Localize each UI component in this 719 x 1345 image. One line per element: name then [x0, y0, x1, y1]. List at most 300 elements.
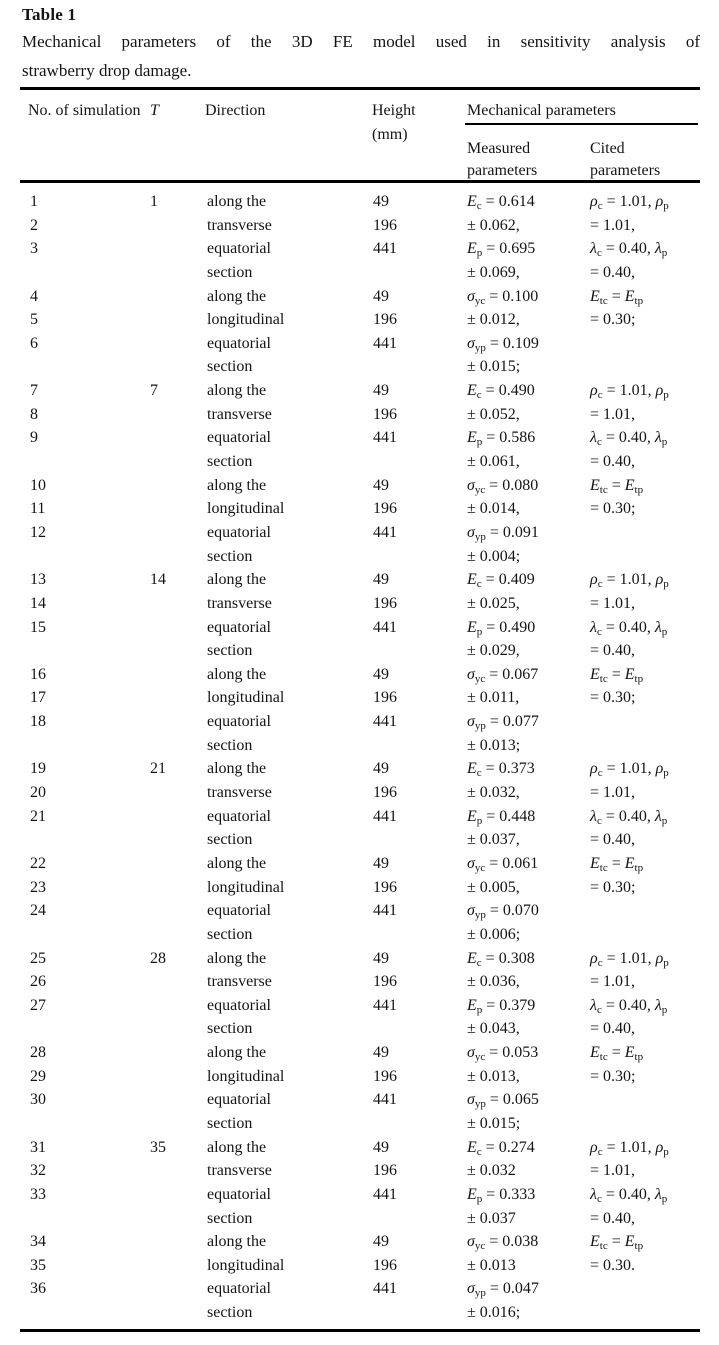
caption-line-2: strawberry drop damage.: [22, 61, 192, 80]
cell-direction: along the: [207, 1044, 267, 1062]
table-row: [20, 1254, 700, 1278]
cell-direction: section: [207, 1304, 253, 1322]
cell-measured: $E_c = 0.490$: [467, 382, 535, 402]
cell-height: 196: [373, 311, 397, 329]
cell-cited: = 1.01,: [590, 216, 636, 234]
cell-direction: equatorial: [207, 618, 271, 636]
cell-height: [372, 355, 467, 379]
cell-measured: ± 0.032,: [467, 784, 520, 802]
cell-height: 441: [373, 1091, 397, 1109]
cell-t: [150, 734, 205, 758]
cell-cited: = 0.30;: [590, 500, 636, 518]
cell-measured: ± 0.005,: [467, 878, 520, 896]
cell-direction: section: [207, 453, 253, 471]
cell-measured: ± 0.069,: [467, 263, 520, 281]
cell-height: 196: [373, 594, 397, 612]
cell-simulation-no: [20, 639, 150, 663]
col-header-no-of-simulation: No. of simulation: [28, 102, 141, 119]
cell-height: 49: [373, 665, 389, 683]
cell-cited: $E_{tc} = E_{tp}$: [590, 665, 644, 685]
cell-t: [150, 1207, 205, 1231]
table-row: [20, 450, 700, 474]
cell-measured: $\sigma_{yc} = 0.080$: [467, 476, 539, 496]
cell-measured: $E_c = 0.409$: [467, 571, 535, 591]
cell-measured: ± 0.036,: [467, 973, 520, 991]
cell-height: 49: [373, 571, 389, 589]
cell-cited: = 0.30.: [590, 1256, 636, 1274]
cell-measured: ± 0.052,: [467, 405, 520, 423]
cell-measured: ± 0.013,: [467, 1067, 520, 1085]
cell-simulation-no: 9: [30, 429, 38, 447]
cell-cited: = 0.40,: [590, 642, 636, 660]
cell-cited: = 0.30;: [590, 1067, 636, 1085]
cell-t: 7: [150, 382, 158, 400]
table-row: [20, 426, 700, 450]
cell-height: 441: [373, 429, 397, 447]
cell-simulation-no: 31: [30, 1138, 46, 1156]
cell-cited: = 1.01,: [590, 784, 636, 802]
cell-simulation-no: [20, 923, 150, 947]
table-row: [20, 686, 700, 710]
cell-simulation-no: 15: [30, 618, 46, 636]
cell-height: 49: [373, 949, 389, 967]
cell-t: [150, 237, 205, 261]
cell-simulation-no: 20: [30, 784, 46, 802]
col-header-direction: Direction: [205, 102, 266, 119]
cell-measured: $\sigma_{yp} = 0.109$: [467, 334, 539, 354]
cell-measured: $\sigma_{yc} = 0.061$: [467, 854, 539, 874]
table-row: [20, 1159, 700, 1183]
mechanical-parameters-spanner-rule: [465, 123, 698, 125]
cell-direction: longitudinal: [207, 311, 285, 329]
col-header-measured-parameters: Measured parameters: [467, 140, 538, 179]
table-row: [20, 994, 700, 1018]
cell-cited: $\rho_c = 1.01$, $\rho_p$: [590, 382, 669, 402]
cell-direction: along the: [207, 382, 267, 400]
cell-t: [150, 1277, 205, 1301]
cell-t: 28: [150, 949, 166, 967]
cell-height: 196: [373, 500, 397, 518]
cell-height: 49: [373, 476, 389, 494]
cell-t: [150, 426, 205, 450]
cell-simulation-no: 6: [30, 334, 38, 352]
parameters-table: [20, 87, 700, 1332]
cell-t: [150, 639, 205, 663]
cell-cited: [590, 923, 700, 947]
cell-measured: ± 0.061,: [467, 453, 520, 471]
table-row: [20, 190, 700, 214]
cell-height: 441: [373, 1280, 397, 1298]
cell-direction: transverse: [207, 973, 272, 991]
cell-simulation-no: 8: [30, 405, 38, 423]
cell-simulation-no: 16: [30, 665, 46, 683]
cell-direction: equatorial: [207, 1185, 271, 1203]
cell-simulation-no: 14: [30, 594, 46, 612]
cell-t: [150, 1159, 205, 1183]
cell-t: [150, 616, 205, 640]
cell-simulation-no: [20, 1112, 150, 1136]
cell-measured: ± 0.037,: [467, 831, 520, 849]
table-row: [20, 308, 700, 332]
cell-height: 196: [373, 405, 397, 423]
cell-t: [150, 403, 205, 427]
cell-height: [372, 923, 467, 947]
table-row: [20, 663, 700, 687]
table-row: [20, 828, 700, 852]
table-row: [20, 947, 700, 971]
cell-direction: equatorial: [207, 807, 271, 825]
cell-height: [372, 828, 467, 852]
cell-simulation-no: 2: [30, 216, 38, 234]
table-row: [20, 970, 700, 994]
cell-cited: = 0.40,: [590, 831, 636, 849]
cell-measured: ± 0.037: [467, 1209, 516, 1227]
cell-cited: $\lambda_c = 0.40$, $\lambda_p$: [590, 807, 668, 827]
cell-height: 441: [373, 902, 397, 920]
cell-measured: ± 0.032: [467, 1162, 516, 1180]
table-row: [20, 734, 700, 758]
cell-t: [150, 1230, 205, 1254]
cell-simulation-no: [20, 1207, 150, 1231]
cell-t: [150, 592, 205, 616]
table-row: [20, 355, 700, 379]
cell-height: 49: [373, 1233, 389, 1251]
cell-cited: = 0.30;: [590, 878, 636, 896]
cell-simulation-no: 30: [30, 1091, 46, 1109]
table-row: [20, 592, 700, 616]
cell-t: [150, 1183, 205, 1207]
table-row: [20, 261, 700, 285]
table-row: [20, 1207, 700, 1231]
cell-cited: $\lambda_c = 0.40$, $\lambda_p$: [590, 618, 668, 638]
table-row: [20, 285, 700, 309]
cell-cited: [590, 521, 700, 545]
cell-cited: $E_{tc} = E_{tp}$: [590, 854, 644, 874]
cell-simulation-no: [20, 1017, 150, 1041]
cell-simulation-no: [20, 1301, 150, 1325]
cell-t: [150, 781, 205, 805]
caption-line-1: Mechanical parameters of the 3D FE model used in sensitivity analysis of: [22, 32, 700, 51]
cell-cited: $\rho_c = 1.01$, $\rho_p$: [590, 949, 669, 969]
cell-simulation-no: 12: [30, 523, 46, 541]
cell-direction: equatorial: [207, 996, 271, 1014]
cell-direction: section: [207, 358, 253, 376]
cell-measured: $\sigma_{yc} = 0.067$: [467, 665, 539, 685]
cell-direction: along the: [207, 1233, 267, 1251]
cell-direction: along the: [207, 949, 267, 967]
cell-measured: ± 0.015;: [467, 1114, 521, 1132]
table-row: [20, 805, 700, 829]
cell-t: [150, 1254, 205, 1278]
table-bottom-rule: [20, 1329, 700, 1332]
cell-t: [150, 994, 205, 1018]
cell-direction: along the: [207, 571, 267, 589]
table-row: [20, 1065, 700, 1089]
cell-simulation-no: 23: [30, 878, 46, 896]
cell-direction: along the: [207, 760, 267, 778]
cell-cited: [590, 734, 700, 758]
cell-direction: section: [207, 642, 253, 660]
cell-cited: $\rho_c = 1.01$, $\rho_p$: [590, 193, 669, 212]
cell-measured: $\sigma_{yc} = 0.053$: [467, 1044, 539, 1064]
cell-t: [150, 828, 205, 852]
cell-measured: $E_c = 0.274$: [467, 1138, 535, 1158]
cell-measured: $\sigma_{yp} = 0.065$: [467, 1091, 539, 1111]
cell-t: [150, 876, 205, 900]
cell-height: [372, 639, 467, 663]
cell-simulation-no: 32: [30, 1162, 46, 1180]
cell-t: [150, 686, 205, 710]
cell-height: 49: [373, 1044, 389, 1062]
cell-height: 441: [373, 996, 397, 1014]
cell-cited: $\rho_c = 1.01$, $\rho_p$: [590, 760, 669, 780]
cell-simulation-no: 28: [30, 1044, 46, 1062]
cell-cited: [590, 1088, 700, 1112]
cell-t: [150, 899, 205, 923]
cell-cited: $E_{tc} = E_{tp}$: [590, 1044, 644, 1064]
table-row: [20, 876, 700, 900]
cell-direction: section: [207, 263, 253, 281]
cell-measured: ± 0.025,: [467, 594, 520, 612]
cell-t: 14: [150, 571, 166, 589]
cell-direction: equatorial: [207, 523, 271, 541]
cell-cited: [590, 1112, 700, 1136]
cell-measured: $E_p = 0.448$: [467, 807, 536, 827]
cell-measured: $\sigma_{yp} = 0.047$: [467, 1280, 539, 1300]
cell-direction: section: [207, 547, 253, 565]
cell-t: [150, 285, 205, 309]
cell-cited: $\lambda_c = 0.40$, $\lambda_p$: [590, 1185, 668, 1205]
table-row: [20, 852, 700, 876]
cell-direction: equatorial: [207, 1280, 271, 1298]
table-row: [20, 237, 700, 261]
cell-measured: $\sigma_{yp} = 0.077$: [467, 713, 539, 733]
cell-direction: transverse: [207, 216, 272, 234]
cell-cited: $E_{tc} = E_{tp}$: [590, 1233, 644, 1253]
cell-direction: longitudinal: [207, 689, 285, 707]
table-row: [20, 1301, 700, 1325]
cell-measured: ± 0.012,: [467, 311, 520, 329]
table-row: [20, 379, 700, 403]
table-row: [20, 1230, 700, 1254]
cell-height: 196: [373, 878, 397, 896]
cell-direction: transverse: [207, 1162, 272, 1180]
cell-measured: ± 0.004;: [467, 547, 521, 565]
cell-cited: $\rho_c = 1.01$, $\rho_p$: [590, 1138, 669, 1158]
cell-direction: section: [207, 1209, 253, 1227]
cell-cited: $\lambda_c = 0.40$, $\lambda_p$: [590, 996, 668, 1016]
cell-cited: = 1.01,: [590, 594, 636, 612]
table-row: [20, 710, 700, 734]
cell-simulation-no: 26: [30, 973, 46, 991]
cell-height: [372, 450, 467, 474]
cell-measured: ± 0.013: [467, 1256, 516, 1274]
cell-simulation-no: 35: [30, 1256, 46, 1274]
cell-measured: $\sigma_{yp} = 0.070$: [467, 902, 539, 922]
cell-simulation-no: 17: [30, 689, 46, 707]
cell-t: [150, 308, 205, 332]
cell-height: [372, 1017, 467, 1041]
cell-measured: ± 0.016;: [467, 1304, 521, 1322]
cell-simulation-no: 10: [30, 476, 46, 494]
cell-direction: equatorial: [207, 902, 271, 920]
table-row: [20, 1041, 700, 1065]
cell-cited: [590, 899, 700, 923]
table-row: [20, 497, 700, 521]
cell-simulation-no: 1: [30, 193, 38, 210]
cell-simulation-no: 21: [30, 807, 46, 825]
cell-simulation-no: 4: [30, 287, 38, 305]
table-row: [20, 616, 700, 640]
table-header: [20, 90, 700, 180]
cell-t: [150, 261, 205, 285]
cell-t: [150, 1041, 205, 1065]
col-header-mechanical-parameters: Mechanical parameters: [467, 102, 616, 119]
cell-t: [150, 923, 205, 947]
cell-direction: equatorial: [207, 334, 271, 352]
cell-height: 196: [373, 1162, 397, 1180]
cell-height: [372, 545, 467, 569]
cell-t: [150, 355, 205, 379]
cell-direction: section: [207, 736, 253, 754]
cell-simulation-no: 22: [30, 854, 46, 872]
cell-measured: ± 0.062,: [467, 216, 520, 234]
cell-measured: $E_p = 0.490$: [467, 618, 536, 638]
cell-t: [150, 1112, 205, 1136]
table-caption: [22, 27, 700, 85]
cell-measured: $E_p = 0.333$: [467, 1185, 536, 1205]
table-row: [20, 1017, 700, 1041]
table-row: [20, 1088, 700, 1112]
cell-cited: $E_{tc} = E_{tp}$: [590, 476, 644, 496]
cell-height: 49: [373, 193, 389, 210]
cell-t: [150, 1017, 205, 1041]
cell-measured: ± 0.015;: [467, 358, 521, 376]
table-row: [20, 521, 700, 545]
cell-height: 441: [373, 807, 397, 825]
cell-measured: $\sigma_{yc} = 0.100$: [467, 287, 539, 307]
cell-simulation-no: 29: [30, 1067, 46, 1085]
cell-t: [150, 1088, 205, 1112]
cell-direction: equatorial: [207, 713, 271, 731]
cell-cited: = 0.30;: [590, 689, 636, 707]
cell-t: [150, 1301, 205, 1325]
table-row: [20, 214, 700, 238]
cell-t: [150, 497, 205, 521]
cell-height: 49: [373, 382, 389, 400]
cell-cited: = 0.40,: [590, 1209, 636, 1227]
cell-direction: transverse: [207, 594, 272, 612]
cell-height: [372, 1112, 467, 1136]
cell-cited: [590, 355, 700, 379]
cell-simulation-no: [20, 355, 150, 379]
cell-direction: along the: [207, 476, 267, 494]
cell-direction: transverse: [207, 405, 272, 423]
cell-cited: $\rho_c = 1.01$, $\rho_p$: [590, 571, 669, 591]
cell-height: 196: [373, 1067, 397, 1085]
table-row: [20, 1136, 700, 1160]
cell-cited: [590, 710, 700, 734]
cell-t: [150, 545, 205, 569]
cell-simulation-no: 24: [30, 902, 46, 920]
cell-height: 441: [373, 334, 397, 352]
cell-simulation-no: 19: [30, 760, 46, 778]
table-row: [20, 403, 700, 427]
cell-simulation-no: [20, 261, 150, 285]
cell-measured: ± 0.013;: [467, 736, 521, 754]
cell-simulation-no: [20, 545, 150, 569]
cell-height: [372, 734, 467, 758]
table-row: [20, 568, 700, 592]
cell-measured: $\sigma_{yp} = 0.091$: [467, 523, 539, 543]
cell-direction: equatorial: [207, 1091, 271, 1109]
cell-simulation-no: 25: [30, 949, 46, 967]
cell-simulation-no: [20, 828, 150, 852]
cell-height: 49: [373, 760, 389, 778]
cell-cited: = 1.01,: [590, 1162, 636, 1180]
cell-measured: $E_c = 0.308$: [467, 949, 535, 969]
cell-height: 196: [373, 216, 397, 234]
cell-direction: along the: [207, 287, 267, 305]
cell-height: 196: [373, 973, 397, 991]
table-row: [20, 757, 700, 781]
cell-height: 196: [373, 784, 397, 802]
cell-direction: longitudinal: [207, 1067, 285, 1085]
table-row: [20, 639, 700, 663]
table-row: [20, 332, 700, 356]
cell-simulation-no: 5: [30, 311, 38, 329]
cell-height: 196: [373, 689, 397, 707]
cell-t: [150, 332, 205, 356]
col-header-height: Height (mm): [372, 102, 416, 143]
cell-simulation-no: 36: [30, 1280, 46, 1298]
cell-direction: along the: [207, 1138, 267, 1156]
cell-direction: section: [207, 1020, 253, 1038]
cell-direction: equatorial: [207, 429, 271, 447]
cell-direction: section: [207, 831, 253, 849]
cell-t: [150, 1065, 205, 1089]
cell-measured: $E_p = 0.695$: [467, 240, 536, 260]
cell-cited: $\lambda_c = 0.40$, $\lambda_p$: [590, 429, 668, 449]
cell-direction: along the: [207, 665, 267, 683]
cell-direction: longitudinal: [207, 1256, 285, 1274]
cell-t: [150, 474, 205, 498]
cell-simulation-no: 18: [30, 713, 46, 731]
col-header-cited-parameters: Cited parameters: [590, 140, 661, 179]
cell-direction: longitudinal: [207, 878, 285, 896]
cell-cited: = 1.01,: [590, 405, 636, 423]
cell-t: 1: [150, 193, 158, 210]
table-row: [20, 1277, 700, 1301]
cell-cited: $E_{tc} = E_{tp}$: [590, 287, 644, 307]
cell-cited: [590, 332, 700, 356]
cell-t: 21: [150, 760, 166, 778]
cell-t: [150, 852, 205, 876]
cell-height: [372, 1207, 467, 1231]
table-row: [20, 923, 700, 947]
cell-measured: $E_c = 0.373$: [467, 760, 535, 780]
cell-t: [150, 710, 205, 734]
cell-height: 441: [373, 618, 397, 636]
cell-height: 196: [373, 1256, 397, 1274]
cell-measured: $\sigma_{yc} = 0.038$: [467, 1233, 539, 1253]
cell-cited: [590, 1277, 700, 1301]
cell-simulation-no: 11: [30, 500, 46, 518]
col-header-t: T: [150, 102, 159, 119]
cell-t: [150, 450, 205, 474]
cell-height: 441: [373, 240, 397, 258]
cell-direction: section: [207, 1114, 253, 1132]
